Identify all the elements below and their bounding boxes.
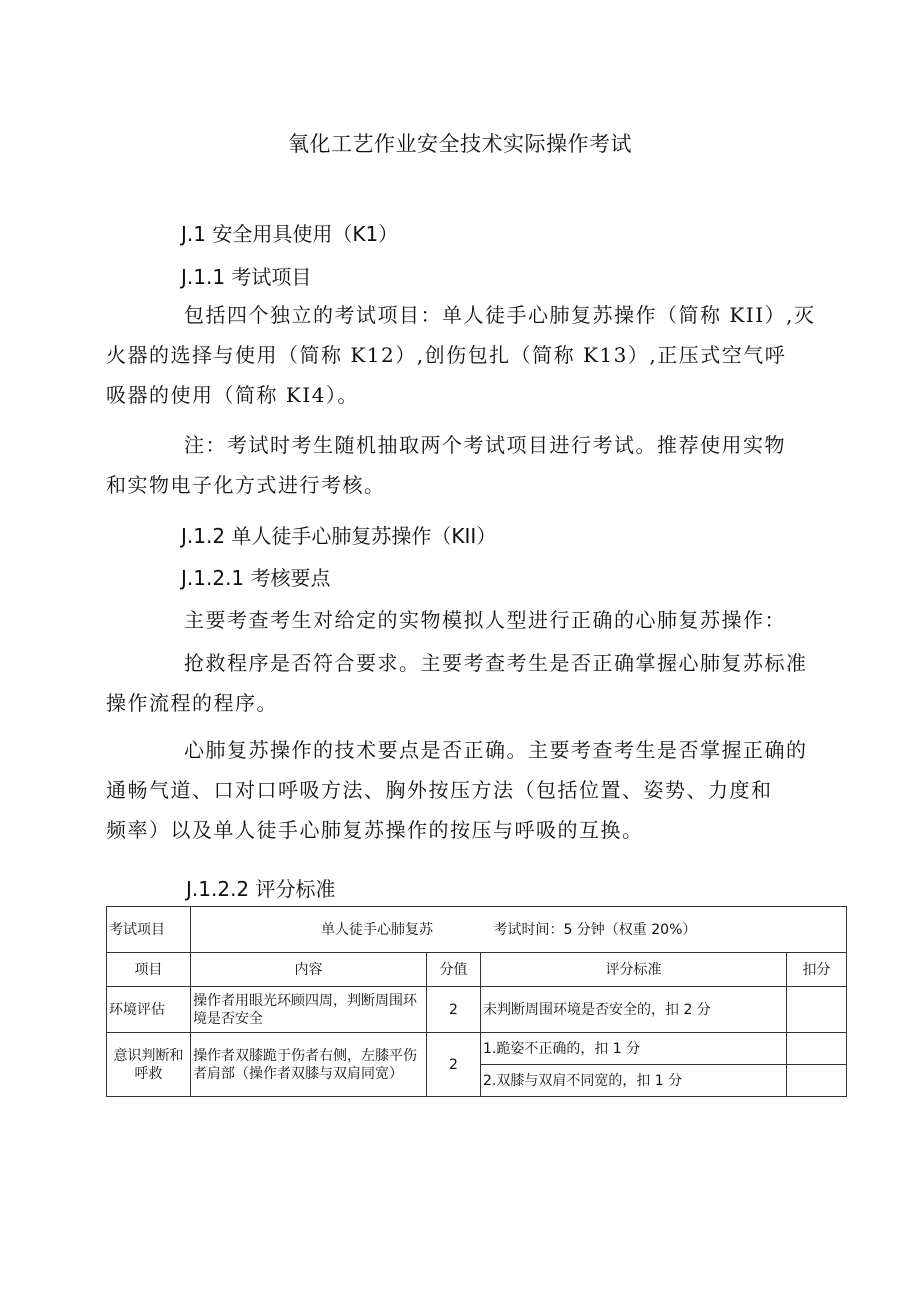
deduct-cell [787,1033,847,1065]
text-line: 注：考试时考生随机抽取两个考试项目进行考试。推荐使用实物 [184,433,786,457]
table-row [107,907,847,953]
criteria-cell: 1.跪姿不正确的，扣 1 分 [481,1033,787,1065]
heading-j1: J.1 安全用具使用（K1） [181,222,399,246]
header-cell: 内容 [191,953,427,987]
criteria-cell: 未判断周围环境是否安全的，扣 2 分 [481,987,787,1033]
content-cell: 操作者用眼光环顾四周，判断周围环境是否安全 [191,987,427,1033]
exam-item-value: 单人徒手心肺复苏 [321,921,433,938]
header-cell: 分值 [427,953,481,987]
table-header-row [107,953,847,987]
text-line: 火器的选择与使用（简称 K12）,创伤包扎（简称 K13）,正压式空气呼 [106,343,787,367]
text-line: 吸器的使用（简称 KI4）。 [106,383,359,407]
exam-time: 考试时间：5 分钟（权重 20%） [493,921,697,938]
header-cell: 项目 [107,953,191,987]
document-title: 氧化工艺作业安全技术实际操作考试 [288,132,632,156]
text-line: 包括四个独立的考试项目：单人徒手心肺复苏操作（简称 KII）,灭 [184,303,816,327]
scoring-table [106,906,847,1097]
exam-info-cell [191,907,847,953]
deduct-cell [787,987,847,1033]
heading-j1-1: J.1.1 考试项目 [181,265,312,289]
paragraph-technique [106,730,808,850]
text-line: 操作流程的程序。 [106,691,278,715]
text-line: 心肺复苏操作的技术要点是否正确。主要考查考生是否掌握正确的 [184,738,808,762]
paragraph-note [106,425,786,505]
text-line: 通畅气道、口对口呼吸方法、胸外按压方法（包括位置、姿势、力度和 [106,778,773,802]
table-row [107,987,847,1033]
text-line: 主要考查考生对给定的实物模拟人型进行正确的心肺复苏操作： [184,608,786,632]
score-cell: 2 [427,987,481,1033]
heading-j1-2: J.1.2 单人徒手心肺复苏操作（KII） [181,524,497,548]
score-cell: 2 [427,1033,481,1097]
table-row [107,1033,847,1065]
text-line: 抢救程序是否符合要求。主要考查考生是否正确掌握心肺复苏标准 [184,651,808,675]
heading-j1-2-1: J.1.2.1 考核要点 [181,566,331,590]
paragraph-procedure [106,643,808,723]
criteria-cell: 2.双膝与双肩不同宽的，扣 1 分 [481,1065,787,1097]
text-line: 和实物电子化方式进行考核。 [106,473,386,497]
item-cell: 意识判断和呼救 [107,1033,191,1097]
text-line: 频率）以及单人徒手心肺复苏操作的按压与呼吸的互换。 [106,818,644,842]
paragraph-exam-items [106,295,815,415]
heading-j1-2-2: J.1.2.2 评分标准 [186,877,336,901]
content-cell: 操作者双膝跪于伤者右侧，左膝平伤者肩部（操作者双膝与双肩同宽） [191,1033,427,1097]
exam-item-label: 考试项目 [107,907,191,953]
paragraph-main-check [106,600,786,640]
item-cell: 环境评估 [107,987,191,1033]
header-cell: 扣分 [787,953,847,987]
deduct-cell [787,1065,847,1097]
header-cell: 评分标准 [481,953,787,987]
